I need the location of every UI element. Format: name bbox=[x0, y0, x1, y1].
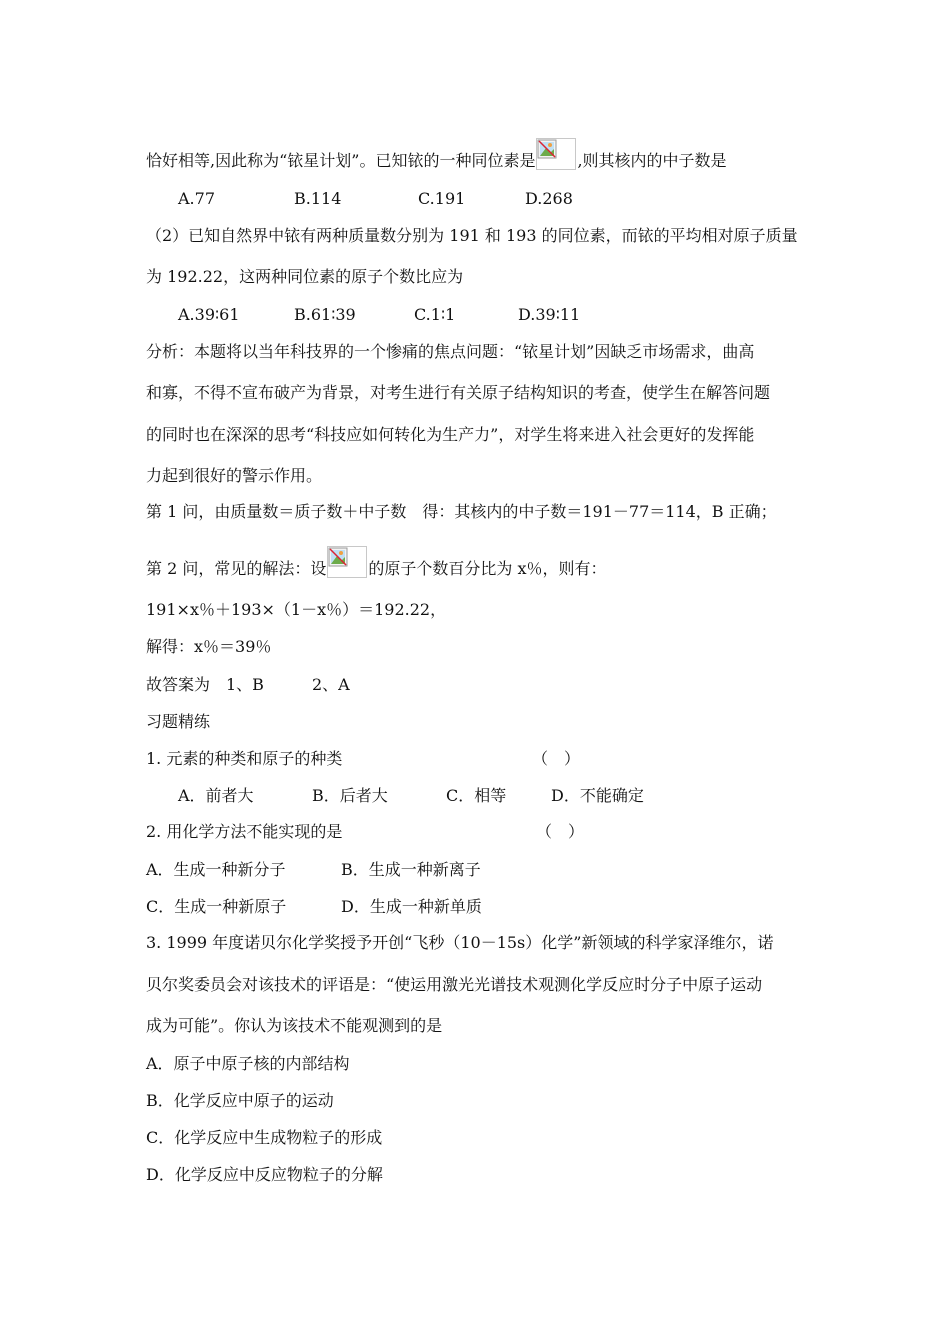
intro-line bbox=[146, 138, 727, 171]
q1-option-a: A.77 bbox=[178, 189, 215, 208]
analysis-answer: 故答案为 1、B 2、A bbox=[146, 675, 350, 694]
q2-option-c: C.1∶1 bbox=[414, 305, 456, 324]
analysis-step2 bbox=[146, 546, 606, 579]
exercise2-option-c: C．生成一种新原子 bbox=[146, 897, 287, 916]
step2-text-after: 的原子个数百分比为 x％，则有： bbox=[368, 559, 607, 578]
broken-image-icon bbox=[328, 547, 350, 569]
broken-image-icon bbox=[537, 139, 559, 161]
intro-text-before: 恰好相等,因此称为“铱星计划”。已知铱的一种同位素是 bbox=[146, 151, 536, 170]
q2-option-b: B.61∶39 bbox=[294, 305, 356, 324]
q1-option-d: D.268 bbox=[525, 189, 573, 208]
isotope-image-placeholder bbox=[327, 546, 367, 578]
isotope-image-placeholder bbox=[536, 138, 576, 170]
exercise1-option-d: D．不能确定 bbox=[551, 786, 644, 805]
q2-option-d: D.39∶11 bbox=[518, 305, 581, 324]
exercises-heading: 习题精练 bbox=[146, 712, 211, 731]
q1-option-c: C.191 bbox=[418, 189, 466, 208]
q2-stem-line1: （2）已知自然界中铱有两种质量数分别为 191 和 193 的同位素，而铱的平均相对原子质量 bbox=[146, 226, 798, 245]
exercise3-stem-line: 3. 1999 年度诺贝尔化学奖授予开创“飞秒（10－15s）化学”新领域的科学家泽维尔，诺 bbox=[146, 933, 774, 952]
exercise2-option-d: D．生成一种新单质 bbox=[341, 897, 482, 916]
q1-option-b: B.114 bbox=[294, 189, 342, 208]
exercise3-option-d: D．化学反应中反应物粒子的分解 bbox=[146, 1165, 383, 1184]
exercise1-option-b: B．后者大 bbox=[312, 786, 388, 805]
analysis-step1: 第 1 问，由质量数＝质子数＋中子数 得：其核内的中子数＝191－77＝114，B 正确； bbox=[146, 502, 777, 521]
analysis-line: 分析：本题将以当年科技界的一个惨痛的焦点问题：“铱星计划”因缺乏市场需求，曲高 bbox=[146, 342, 755, 361]
exercise1-option-c: C．相等 bbox=[446, 786, 507, 805]
analysis-solution: 解得：x％＝39％ bbox=[146, 637, 272, 656]
exercise3-stem-line: 成为可能”。你认为该技术不能观测到的是 bbox=[146, 1016, 443, 1035]
intro-text-after: ,则其核内的中子数是 bbox=[577, 151, 727, 170]
exercise1-answer-bracket: （ ） bbox=[532, 749, 581, 768]
exercise2-answer-bracket: （ ） bbox=[536, 822, 585, 841]
q2-option-a: A.39∶61 bbox=[178, 305, 240, 324]
q2-stem-line2: 为 192.22，这两种同位素的原子个数比应为 bbox=[146, 267, 464, 286]
step2-text-before: 第 2 问，常见的解法：设 bbox=[146, 559, 327, 578]
exercise3-option-a: A．原子中原子核的内部结构 bbox=[146, 1054, 350, 1073]
exercise2-stem: 2. 用化学方法不能实现的是 bbox=[146, 822, 343, 841]
analysis-line: 和寡，不得不宣布破产为背景，对考生进行有关原子结构知识的考查，使学生在解答问题 bbox=[146, 383, 771, 402]
analysis-line: 力起到很好的警示作用。 bbox=[146, 466, 323, 485]
exercise3-option-b: B．化学反应中原子的运动 bbox=[146, 1091, 334, 1110]
exercise2-option-b: B．生成一种新离子 bbox=[341, 860, 481, 879]
exercise1-stem: 1. 元素的种类和原子的种类 bbox=[146, 749, 343, 768]
exercise2-option-a: A．生成一种新分子 bbox=[146, 860, 286, 879]
exercise3-stem-line: 贝尔奖委员会对该技术的评语是：“使运用激光光谱技术观测化学反应时分子中原子运动 bbox=[146, 975, 763, 994]
exercise3-option-c: C．化学反应中生成物粒子的形成 bbox=[146, 1128, 383, 1147]
exercise1-option-a: A．前者大 bbox=[178, 786, 254, 805]
analysis-line: 的同时也在深深的思考“科技应如何转化为生产力”，对学生将来进入社会更好的发挥能 bbox=[146, 425, 755, 444]
analysis-equation: 191×x％＋193×（1－x％）＝192.22， bbox=[146, 600, 447, 619]
